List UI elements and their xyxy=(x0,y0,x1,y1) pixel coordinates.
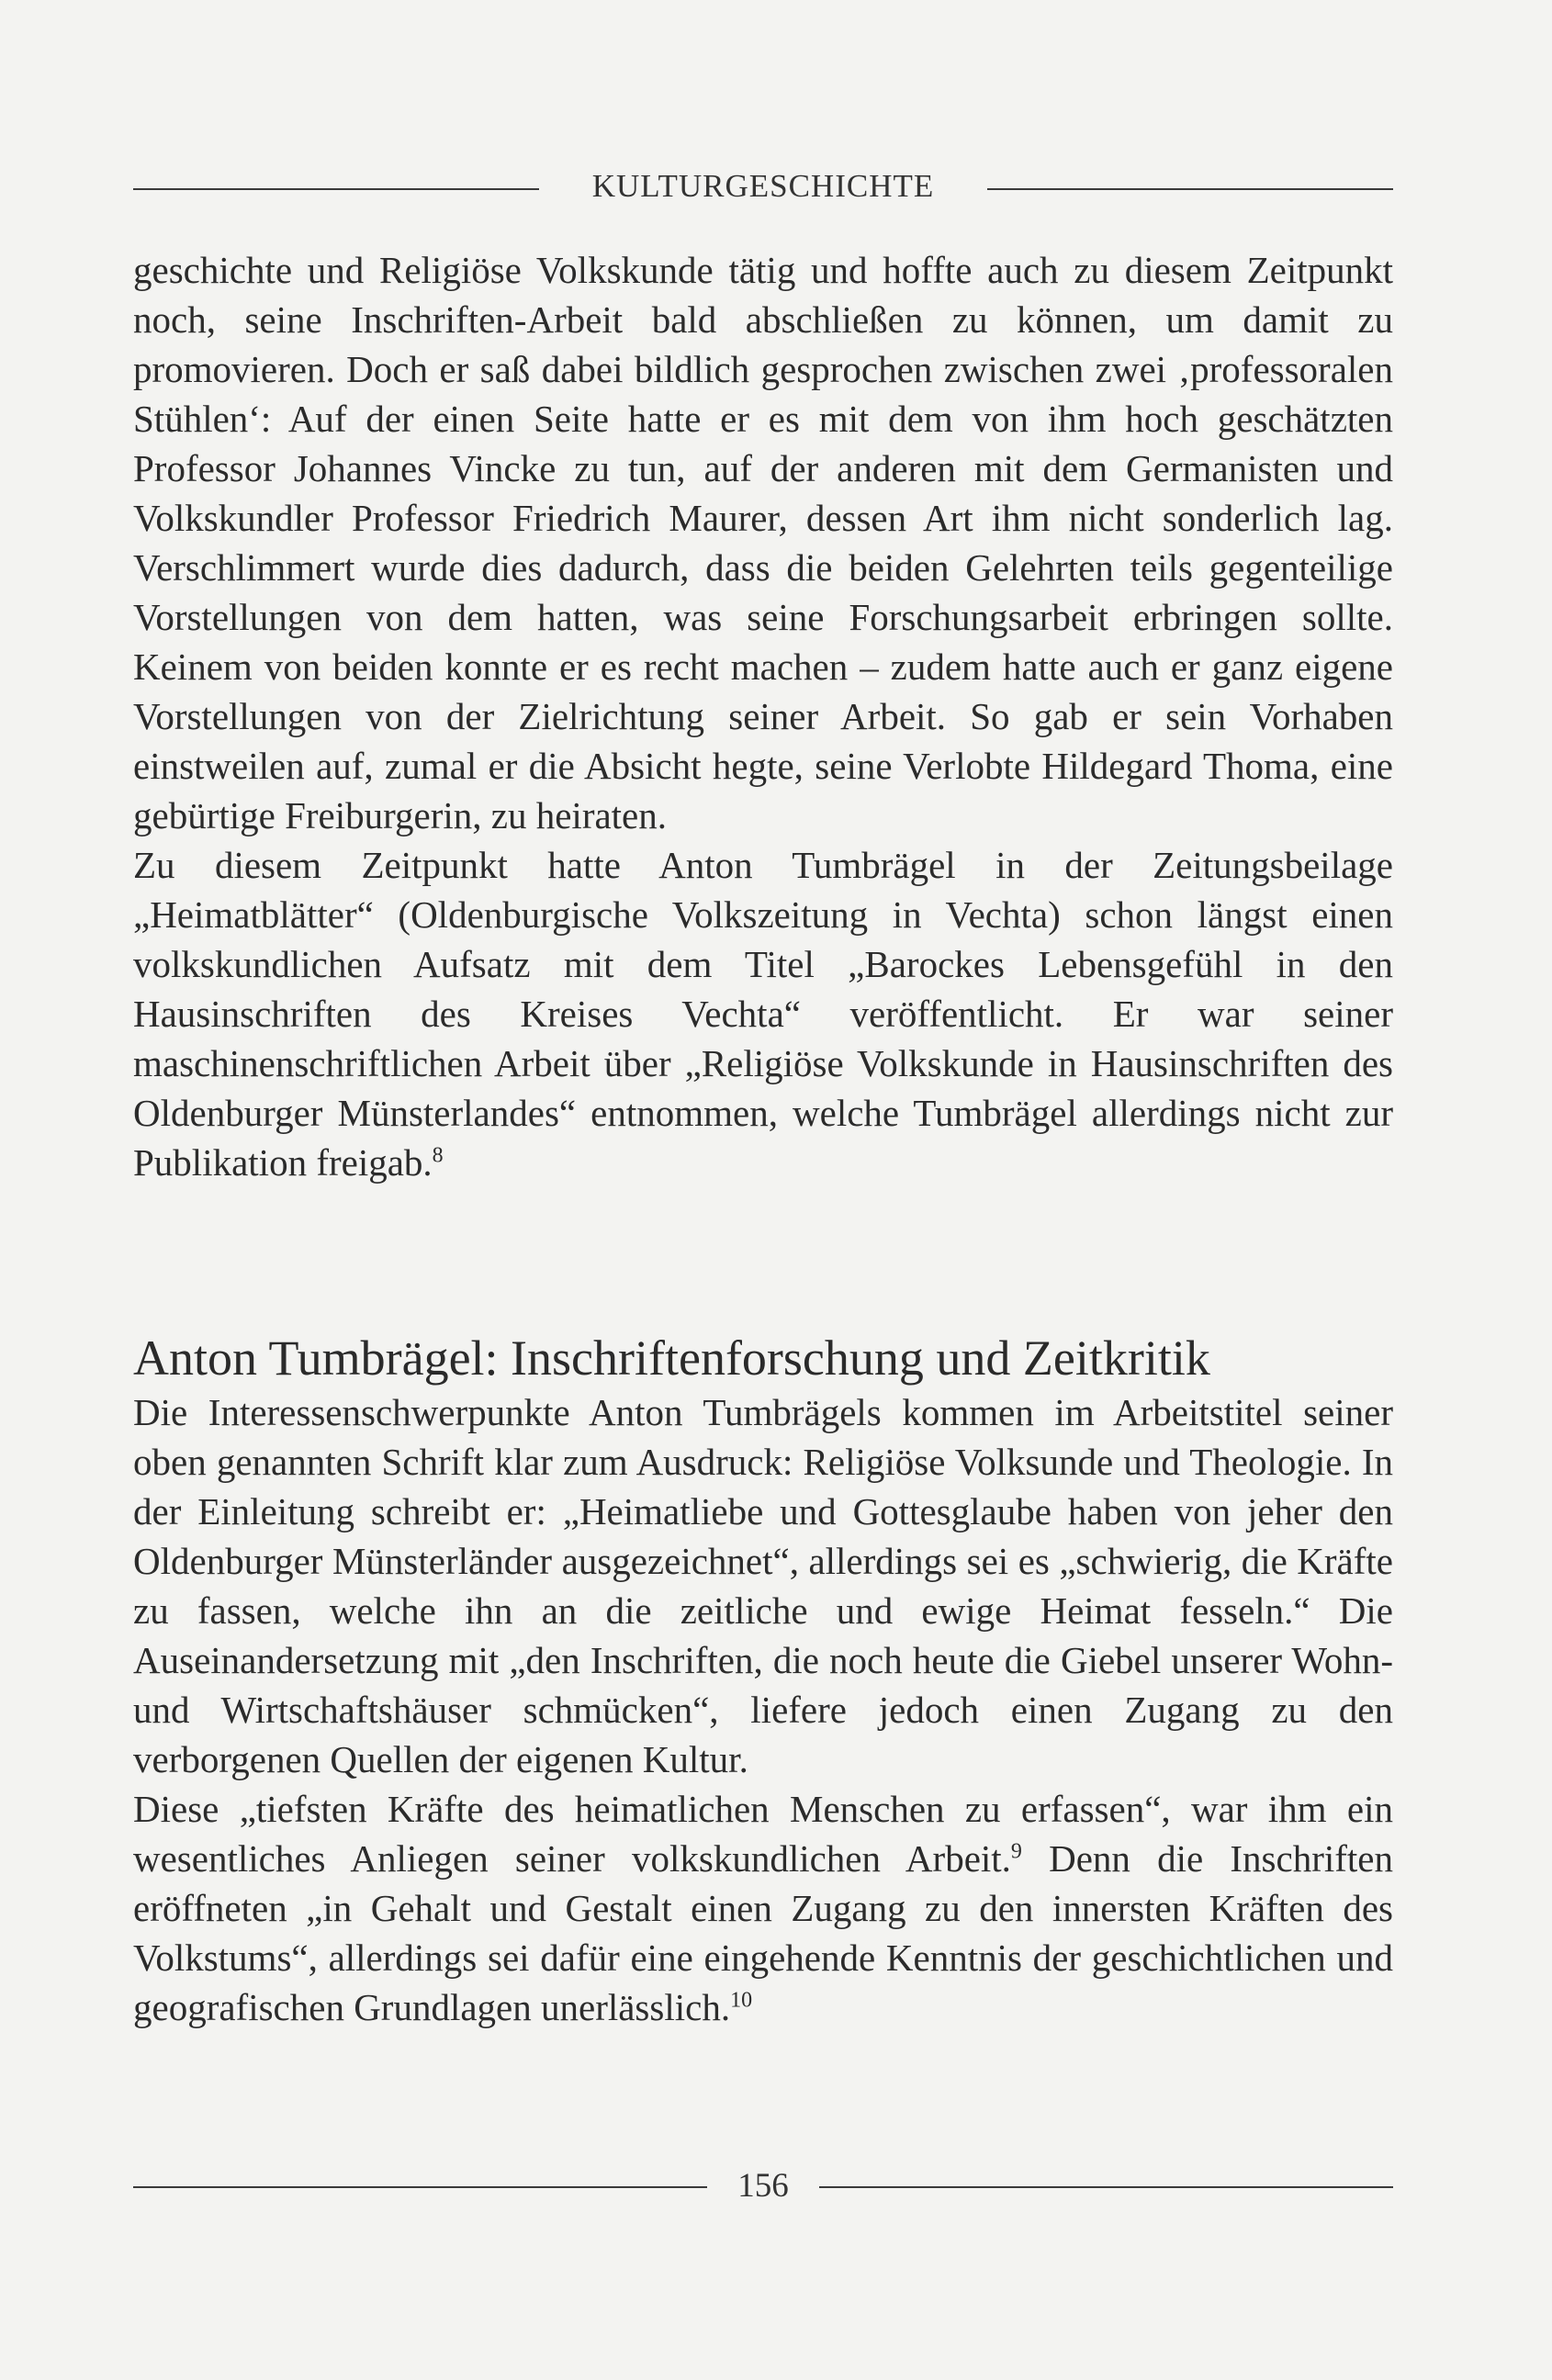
page-number: 156 xyxy=(737,2167,789,2205)
paragraph-1: geschichte und Religiöse Volkskunde tätig und hoffte auch zu diesem Zeitpunkt noch, seine Inschriften-Arbeit bald abschließen zu können, um damit zu promovieren. Doch er saß dabei bildlich gesprochen zwischen zwei ‚professoralen Stühlen‘: Auf der einen Seite hatte er es mit dem von ihm hoch geschätzten Professor Johannes Vincke zu tun, auf der anderen mit dem Germanisten und Volkskundler Professor Friedrich Maurer, dessen Art ihm nicht sonderlich lag. Verschlimmert wurde dies dadurch, dass die beiden Gelehrten teils gegenteilige Vorstellungen von dem hatten, was seine Forschungsarbeit erbringen sollte. Keinem von beiden konnte er es recht machen – zudem hatte auch er ganz eigene Vorstellungen von der Zielrichtung seiner Arbeit. So gab er sein Vorhaben einstweilen auf, zumal er die Absicht hegte, seine Verlobte Hildegard Thoma, eine gebürtige Freiburgerin, zu heiraten. xyxy=(133,249,1393,836)
running-header xyxy=(133,156,1393,220)
body-text-bottom xyxy=(133,1387,1393,2032)
footnote-ref-8: 8 xyxy=(432,1143,444,1168)
running-header-title: KULTURGESCHICHTE xyxy=(591,168,935,204)
page-footer xyxy=(133,2161,1393,2216)
body-text-top xyxy=(133,245,1393,1187)
paragraph-2-text: Zu diesem Zeitpunkt hatte Anton Tumbrägel in der Zeitungsbeilage „Heimatblätter“ (Oldenburgische Volkszeitung in Vechta) schon längst einen volkskundlichen Aufsatz mit dem Titel „Barockes Lebensgefühl in den Hausinschriften des Kreises Vechta“ veröffentlicht. Er war seiner maschinenschriftlichen Arbeit über „Religiöse Volkskunde in Hausinschriften des Oldenburger Münsterlandes“ entnommen, welche Tumbrägel allerdings nicht zur Publikation freigab. xyxy=(133,844,1393,1184)
paragraph-2 xyxy=(133,840,1393,1187)
paragraph-4-text-a: Diese „tiefsten Kräfte des heimatlichen Menschen zu erfassen“, war ihm ein wesentliches Anliegen seiner volkskundlichen Arbeit. xyxy=(133,1788,1393,1880)
section-heading: Anton Tumbrägel: Inschriftenforschung und Zeitkritik xyxy=(133,1330,1210,1386)
footnote-ref-9: 9 xyxy=(1010,1839,1022,1864)
footer-rule-right xyxy=(819,2186,1393,2188)
paragraph-3: Die Interessenschwerpunkte Anton Tumbrägels kommen im Arbeitstitel seiner oben genannten Schrift klar zum Ausdruck: Religiöse Volksunde und Theologie. In der Einleitung schreibt er: „Heimatliebe und Gottesglaube haben von jeher den Oldenburger Münsterländer ausgezeichnet“, allerdings sei es „schwierig, die Kräfte zu fassen, welche ihn an die zeitliche und ewige Heimat fesseln.“ Die Auseinandersetzung mit „den Inschriften, die noch heute die Giebel unserer Wohn- und Wirtschaftshäuser schmücken“, liefere jedoch einen Zugang zu den verborgenen Quellen der eigenen Kultur. xyxy=(133,1391,1393,1780)
footnote-ref-10: 10 xyxy=(730,1988,753,2013)
paragraph-4 xyxy=(133,1784,1393,2032)
paragraph-4-text-b: Denn die Inschriften eröffneten „in Gehalt und Gestalt einen Zugang zu den innersten Kräften des Volkstums“, allerdings sei dafür eine eingehende Kenntnis der geschichtlichen und geografischen Grundlagen unerlässlich. xyxy=(133,1837,1393,2028)
header-rule-right xyxy=(987,188,1393,190)
